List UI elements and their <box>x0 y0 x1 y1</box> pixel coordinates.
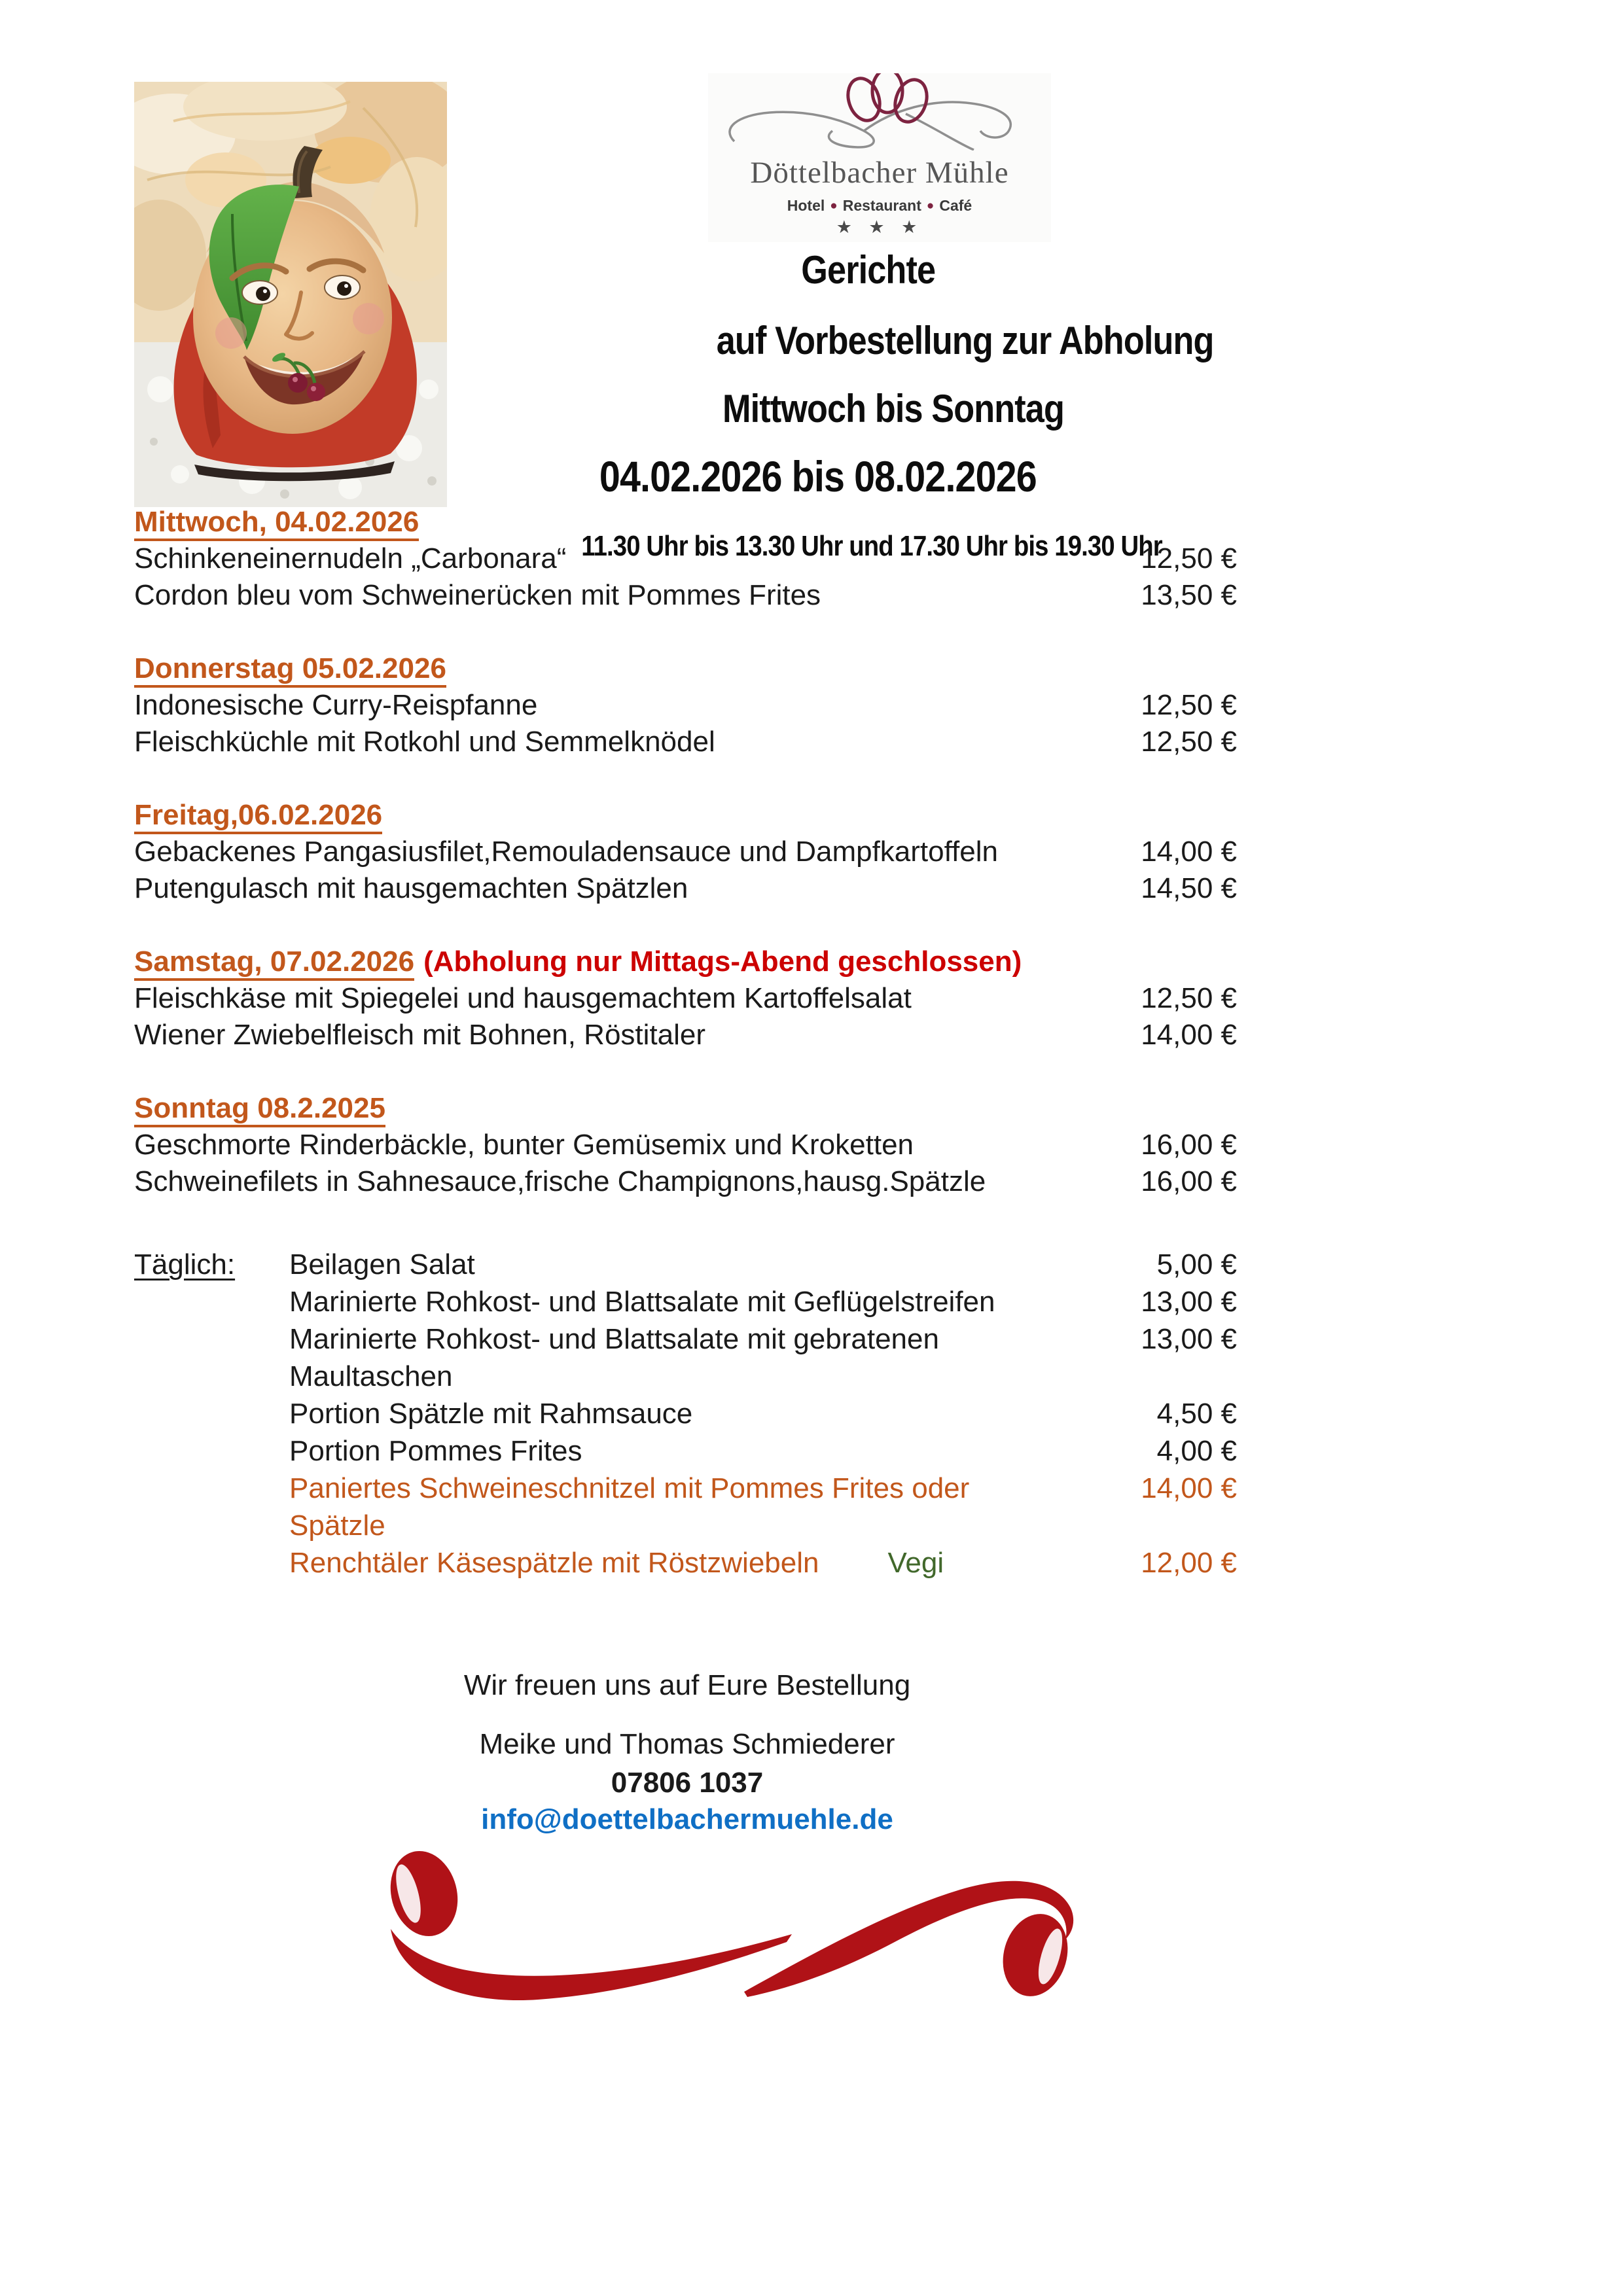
daily-item-row <box>134 1544 1237 1581</box>
menu-item-price: 5,00 € <box>1156 1248 1237 1280</box>
day-heading-row <box>134 944 1237 980</box>
menu-item-price: 13,50 € <box>1141 579 1237 611</box>
daily-label <box>134 1283 289 1320</box>
day-heading: Donnerstag 05.02.2026 <box>134 653 446 688</box>
menu-item-price: 13,00 € <box>1141 1286 1237 1318</box>
logo-sub-restaurant: Restaurant <box>842 197 921 214</box>
menu-item-name: Paniertes Schweineschnitzel mit Pommes Frites oder Spätzle <box>289 1472 970 1542</box>
day-items <box>134 687 1237 760</box>
restaurant-logo <box>708 73 1051 242</box>
daily-label <box>134 1544 289 1581</box>
day-heading-row <box>134 504 1237 540</box>
page-subtitle-2: Mittwoch bis Sonntag <box>722 387 1064 431</box>
menu-item-price: 13,00 € <box>1141 1323 1237 1355</box>
vegi-tag: Vegi <box>887 1547 944 1579</box>
daily-label <box>134 1470 289 1544</box>
daily-item-row <box>134 1470 1237 1544</box>
day-section <box>134 1090 1237 1200</box>
daily-item-row <box>134 1283 1237 1320</box>
daily-item-namewrap <box>289 1544 1073 1581</box>
menu-item-name: Fleischkäse mit Spiegelei und hausgemachtem Kartoffelsalat <box>134 982 912 1014</box>
menu-item-price: 14,00 € <box>1141 1472 1237 1504</box>
footer <box>134 1667 1240 1838</box>
menu-item-row <box>134 834 1237 870</box>
menu-item-name: Gebackenes Pangasiusfilet,Remouladensauce und Dampfkartoffeln <box>134 836 998 868</box>
daily-item-namewrap <box>289 1470 1073 1544</box>
daily-item-namewrap <box>289 1246 1073 1283</box>
day-section <box>134 944 1237 1053</box>
footer-email-link[interactable]: info@doettelbachermuehle.de <box>481 1803 893 1835</box>
menu <box>134 504 1237 1581</box>
footer-line2: Meike und Thomas Schmiederer <box>479 1728 895 1760</box>
logo-sub-cafe: Café <box>939 197 972 214</box>
menu-item-name: Fleischküchle mit Rotkohl und Semmelknödel <box>134 726 715 758</box>
page-title: Gerichte <box>801 248 936 292</box>
menu-item-name: Indonesische Curry-Reispfanne <box>134 689 538 721</box>
logo-sub-hotel: Hotel <box>787 197 825 214</box>
day-heading-row <box>134 797 1237 834</box>
logo-name: Döttelbacher Mühle <box>750 156 1009 190</box>
day-items <box>134 834 1237 907</box>
footer-line1: Wir freuen uns auf Eure Bestellung <box>463 1669 911 1701</box>
logo-subtitle <box>708 197 1051 215</box>
menu-item-name: Cordon bleu vom Schweinerücken mit Pommes Frites <box>134 579 821 611</box>
daily-item-namewrap <box>289 1432 1073 1470</box>
daily-label <box>134 1320 289 1395</box>
flourish-ornament <box>361 1850 1081 2007</box>
daily-item-row <box>134 1395 1237 1432</box>
menu-item-row <box>134 577 1237 614</box>
menu-item-name: Portion Spätzle mit Rahmsauce <box>289 1398 693 1430</box>
daily-item-namewrap <box>289 1320 1073 1395</box>
menu-item-row <box>134 980 1237 1017</box>
daily-label: Täglich: <box>134 1248 236 1280</box>
day-heading-row <box>134 1090 1237 1127</box>
day-items <box>134 980 1237 1053</box>
menu-item-name: Schweinefilets in Sahnesauce,frische Champignons,hausg.Spätzle <box>134 1165 986 1197</box>
dot-icon: ● <box>830 199 838 213</box>
menu-item-price: 12,50 € <box>1141 542 1237 574</box>
date-range: 04.02.2026 bis 08.02.2026 <box>599 452 1037 501</box>
day-heading: Freitag,06.02.2026 <box>134 800 382 834</box>
menu-item-row <box>134 1163 1237 1200</box>
menu-item-name: Geschmorte Rinderbäckle, bunter Gemüsemix und Kroketten <box>134 1129 914 1161</box>
menu-item-row <box>134 724 1237 760</box>
day-section <box>134 504 1237 614</box>
menu-item-name: Putengulasch mit hausgemachten Spätzlen <box>134 872 688 904</box>
daily-item-namewrap <box>289 1283 1073 1320</box>
menu-item-row <box>134 1017 1237 1053</box>
menu-item-price: 16,00 € <box>1141 1129 1237 1161</box>
menu-item-price: 12,50 € <box>1141 982 1237 1014</box>
day-section <box>134 797 1237 907</box>
menu-item-price: 12,50 € <box>1141 726 1237 758</box>
day-heading-row <box>134 650 1237 687</box>
menu-item-price: 4,00 € <box>1156 1435 1237 1467</box>
menu-item-price: 14,00 € <box>1141 836 1237 868</box>
menu-item-row <box>134 1127 1237 1163</box>
menu-item-price: 16,00 € <box>1141 1165 1237 1197</box>
day-heading: Sonntag 08.2.2025 <box>134 1093 385 1127</box>
menu-item-price: 14,50 € <box>1141 872 1237 904</box>
daily-section <box>134 1246 1237 1581</box>
logo-swirl-icon <box>709 73 1050 150</box>
menu-item-price: 4,50 € <box>1156 1398 1237 1430</box>
menu-item-name: Marinierte Rohkost- und Blattsalate mit gebratenen Maultaschen <box>289 1323 939 1392</box>
menu-item-name: Wiener Zwiebelfleisch mit Bohnen, Röstitaler <box>134 1019 706 1051</box>
menu-item-price: 12,00 € <box>1141 1547 1237 1579</box>
page-subtitle-1: auf Vorbestellung zur Abholung <box>717 319 1214 362</box>
day-heading: Samstag, 07.02.2026 <box>134 946 414 981</box>
day-items <box>134 1127 1237 1200</box>
daily-item-row <box>134 1320 1237 1395</box>
daily-label <box>134 1395 289 1432</box>
menu-item-name: Beilagen Salat <box>289 1248 475 1280</box>
logo-stars: ★ ★ ★ <box>836 217 923 237</box>
menu-item-row <box>134 870 1237 907</box>
day-heading: Mittwoch, 04.02.2026 <box>134 506 419 541</box>
daily-item-row <box>134 1246 1237 1283</box>
day-items <box>134 540 1237 614</box>
opening-hours: 11.30 Uhr bis 13.30 Uhr und 17.30 Uhr bis 19.30 Uhr <box>581 530 1162 562</box>
footer-phone: 07806 1037 <box>611 1767 764 1799</box>
daily-item-namewrap <box>289 1395 1073 1432</box>
menu-item-row <box>134 540 1237 577</box>
day-section <box>134 650 1237 760</box>
menu-item-row <box>134 687 1237 724</box>
menu-item-name: Renchtäler Käsespätzle mit Röstzwiebeln <box>289 1547 819 1579</box>
menu-item-name: Portion Pommes Frites <box>289 1435 582 1467</box>
menu-item-name: Marinierte Rohkost- und Blattsalate mit Geflügelstreifen <box>289 1286 995 1318</box>
menu-item-price: 14,00 € <box>1141 1019 1237 1051</box>
daily-label <box>134 1432 289 1470</box>
daily-item-row <box>134 1432 1237 1470</box>
day-note: (Abholung nur Mittags-Abend geschlossen) <box>423 945 1022 978</box>
menu-item-price: 12,50 € <box>1141 689 1237 721</box>
dot-icon: ● <box>926 199 935 213</box>
menu-item-name: Schinkeneinernudeln „Carbonara“ <box>134 542 567 574</box>
menu-sections <box>134 504 1237 1200</box>
